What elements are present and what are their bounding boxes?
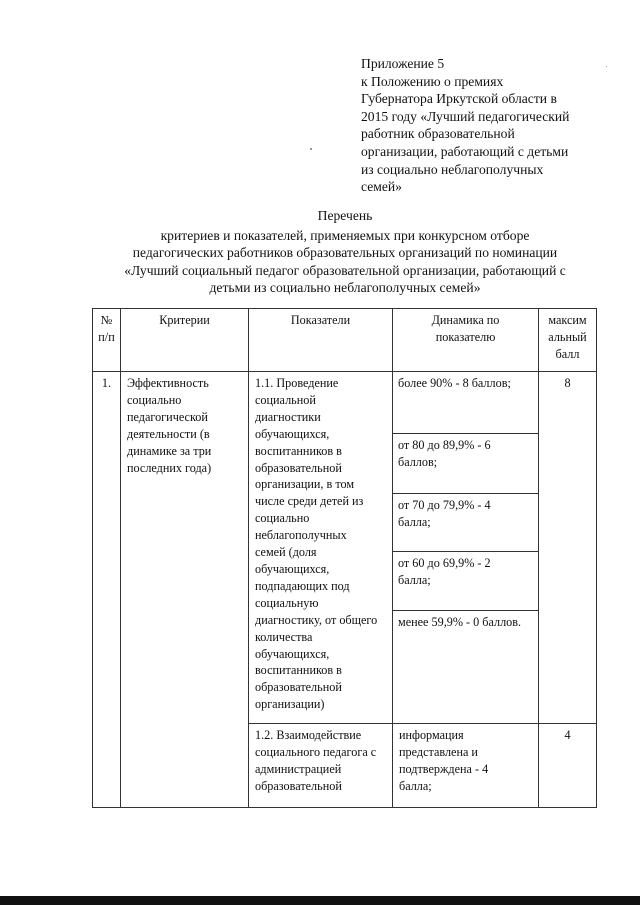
scan-edge-bar (0, 896, 640, 905)
appendix-caption (361, 55, 601, 196)
criteria-cell: Эффективность социально педагогической деятельности (в динамике за три последних года) (121, 372, 249, 808)
dynamics-item: менее 59,9% - 0 баллов. (398, 615, 522, 629)
dynamics-cell (393, 372, 539, 724)
table-row (93, 372, 597, 724)
appendix-line: 2015 году «Лучший педагогический (361, 108, 570, 124)
criteria-table (92, 308, 597, 808)
table-header-row (93, 309, 597, 372)
dynamics-item: от 60 до 69,9% - 2 балла; (393, 552, 538, 611)
row-number: 1. (93, 372, 121, 808)
appendix-line: Губернатора Иркутской области в (361, 91, 557, 107)
dynamics-item: от 70 до 79,9% - 4 балла; (393, 494, 538, 552)
dynamics-cell: информация представлена и подтверждена - 4 балла; (393, 724, 539, 808)
scan-speck (310, 148, 312, 150)
appendix-line: работник образовательной (361, 126, 515, 142)
indicator-cell: 1.2. Взаимодействие социального педагога с администрацией образовательной (249, 724, 393, 808)
appendix-line: из социально неблагополучных (361, 161, 544, 177)
appendix-line: семей» (361, 179, 402, 195)
title-line: детьми из социально неблагополучных семей» (209, 280, 481, 296)
title-line: педагогических работников образовательных организаций по номинации (132, 245, 558, 261)
dynamics-item: более 90% - 8 баллов; (393, 372, 538, 434)
title-heading: Перечень (317, 208, 373, 223)
scan-speck (606, 66, 607, 67)
max-score-cell: 4 (539, 724, 597, 808)
max-score-cell: 8 (539, 372, 597, 724)
document-title (60, 207, 630, 297)
appendix-line: Приложение 5 (361, 56, 445, 71)
header-criteria: Критерии (121, 309, 249, 372)
title-line: критериев и показателей, применяемых при конкурсном отборе (160, 227, 530, 243)
dynamics-item: от 80 до 89,9% - 6 баллов; (393, 434, 538, 494)
header-dynamics: Динамика по показателю (393, 309, 539, 372)
title-line: «Лучший социальный педагог образовательной организации, работающий с (124, 262, 566, 278)
indicator-cell: 1.1. Проведение социальной диагностики обучающихся, воспитанников в образовательной организации, в том числе среди детей из социально неблагополучных семей (доля обучающихся, подпадающих под социальную диагностику, от общего количества обучающихся, воспитанников в образовательной организации) (249, 372, 393, 724)
appendix-line: организации, работающий с детьми (361, 143, 569, 159)
appendix-line: к Положению о премиях (361, 73, 504, 89)
header-max-score: максим альный балл (539, 309, 597, 372)
header-indicators: Показатели (249, 309, 393, 372)
header-num: № п/п (93, 309, 121, 372)
